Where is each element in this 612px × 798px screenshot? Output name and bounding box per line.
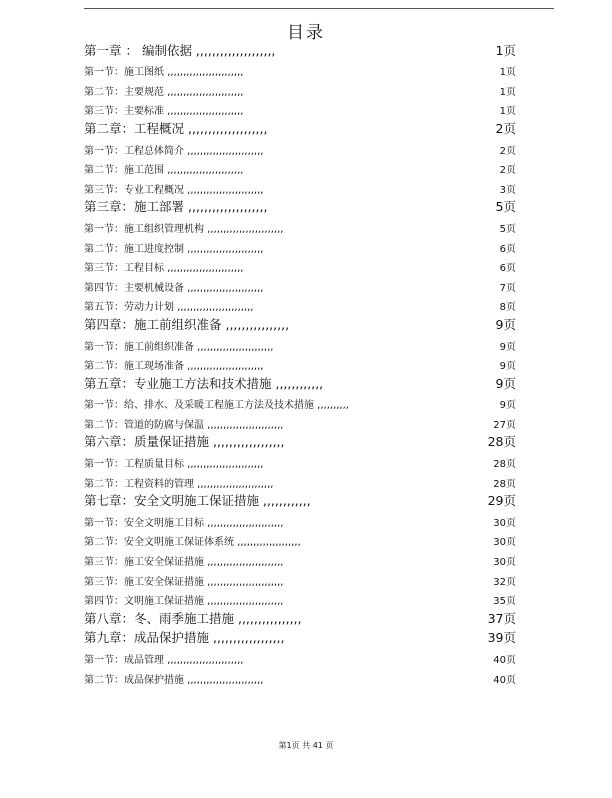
toc-entry-label: 第七章：安全文明施工保证措施 ,,,,,,,,,,,,	[84, 493, 311, 509]
toc-entry-page: 28页	[487, 434, 516, 450]
toc-entry-label: 第一节：工程质量目标 ,,,,,,,,,,,,,,,,,,,,,,,,	[84, 459, 264, 471]
toc-entry-label: 第九章：成品保护措施 ,,,,,,,,,,,,,,,,,,	[84, 630, 285, 646]
toc-section-entry	[84, 591, 516, 611]
toc-section-entry	[84, 512, 516, 532]
toc-entry-page: 9页	[499, 341, 516, 353]
toc-section-entry	[84, 218, 516, 238]
toc-section-entry	[84, 101, 516, 121]
toc-entry-label: 第二节：成品保护措施 ,,,,,,,,,,,,,,,,,,,,,,,,	[84, 674, 264, 686]
toc-entry-page: 30页	[493, 557, 516, 569]
toc-entry-label: 第四节：文明施工保证措施 ,,,,,,,,,,,,,,,,,,,,,,,,	[84, 596, 284, 608]
toc-section-entry	[84, 649, 516, 669]
toc-section-entry	[84, 473, 516, 493]
toc-section-entry	[84, 336, 516, 356]
page-footer: 第1页 共 41 页	[278, 741, 334, 750]
toc-entry-page: 5页	[499, 223, 516, 235]
toc-entry-label: 第三节：专业工程概况 ,,,,,,,,,,,,,,,,,,,,,,,,	[84, 184, 264, 196]
toc-entry-page: 37页	[487, 610, 516, 626]
toc-entry-page: 6页	[499, 243, 516, 255]
toc-entry-page: 32页	[493, 576, 516, 588]
toc-entry-page: 3页	[499, 184, 516, 196]
toc-entry-label: 第四章：施工前组织准备 ,,,,,,,,,,,,,,,,	[84, 316, 290, 332]
toc-section-entry	[84, 453, 516, 473]
toc-section-entry	[84, 395, 516, 415]
toc-section-entry	[84, 258, 516, 278]
toc-entry-page: 8页	[499, 302, 516, 314]
toc-entry-label: 第六章：质量保证措施 ,,,,,,,,,,,,,,,,,,	[84, 434, 285, 450]
toc-entry-page: 28页	[493, 459, 516, 471]
toc-entry-label: 第三节：工程目标 ,,,,,,,,,,,,,,,,,,,,,,,,	[84, 263, 244, 275]
toc-chapter-entry	[84, 610, 516, 630]
toc-entry-page: 1页	[499, 67, 516, 79]
toc-entry-label: 第三节：施工安全保证措施 ,,,,,,,,,,,,,,,,,,,,,,,,	[84, 557, 284, 569]
toc-entry-page: 2页	[499, 165, 516, 177]
toc-entry-label: 第三节：施工安全保证措施 ,,,,,,,,,,,,,,,,,,,,,,,,	[84, 576, 284, 588]
toc-entry-label: 第一节：安全文明施工目标 ,,,,,,,,,,,,,,,,,,,,,,,,	[84, 517, 284, 529]
toc-chapter-entry	[84, 434, 516, 454]
toc-entry-label: 第二节：工程资料的管理 ,,,,,,,,,,,,,,,,,,,,,,,,	[84, 478, 274, 490]
toc-entry-label: 第一节：成品管理 ,,,,,,,,,,,,,,,,,,,,,,,,	[84, 655, 244, 666]
toc-entry-page: 9页	[495, 316, 516, 332]
toc-entry-page: 6页	[499, 263, 516, 275]
toc-entry-label: 第八章：冬、雨季施工措施 ,,,,,,,,,,,,,,,,	[84, 610, 302, 626]
toc-section-entry	[84, 551, 516, 571]
toc-entry-label: 第一节：给、排水、及采暖工程施工方法及技术措施 ,,,,,,,,,,	[84, 400, 349, 412]
toc-chapter-entry	[84, 493, 516, 513]
toc-chapter-entry	[84, 199, 516, 219]
toc-entry-page: 35页	[493, 596, 516, 608]
toc-section-entry	[84, 356, 516, 376]
toc-section-entry	[84, 81, 516, 101]
toc-entry-page: 9页	[499, 361, 516, 373]
toc-section-entry	[84, 62, 516, 82]
toc-entry-label: 第五章：专业施工方法和技术措施 ,,,,,,,,,,,,	[84, 375, 324, 391]
toc-entry-label: 第一节：施工组织管理机构 ,,,,,,,,,,,,,,,,,,,,,,,,	[84, 223, 284, 235]
toc-chapter-entry	[84, 316, 516, 336]
toc-entry-page: 2页	[499, 145, 516, 157]
toc-entry-label: 第四节：主要机械设备 ,,,,,,,,,,,,,,,,,,,,,,,,	[84, 282, 264, 294]
toc-entry-page: 5页	[495, 199, 516, 215]
page-title: 目录	[287, 23, 325, 43]
toc-entry-page: 9页	[499, 400, 516, 412]
toc-section-entry	[84, 414, 516, 434]
toc-entry-label: 第一章 ： 编制依据 ,,,,,,,,,,,,,,,,,,,,	[84, 42, 276, 58]
toc-entry-label: 第二章：工程概况 ,,,,,,,,,,,,,,,,,,,,	[84, 120, 268, 136]
toc-chapter-entry	[84, 120, 516, 140]
toc-entry-page: 1页	[495, 42, 516, 58]
toc-entry-page: 28页	[493, 478, 516, 490]
toc-entry-page: 40页	[493, 655, 516, 666]
toc-chapter-entry	[84, 630, 516, 650]
toc-entry-label: 第一节：施工前组织准备 ,,,,,,,,,,,,,,,,,,,,,,,,	[84, 341, 274, 353]
toc-chapter-entry	[84, 42, 516, 62]
toc-section-entry	[84, 238, 516, 258]
toc-chapter-entry	[84, 375, 516, 395]
toc-entry-page: 2页	[495, 120, 516, 136]
toc-entry-label: 第一节：工程总体简介 ,,,,,,,,,,,,,,,,,,,,,,,,	[84, 145, 264, 157]
toc-entry-page: 9页	[495, 375, 516, 391]
toc-section-entry	[84, 160, 516, 180]
toc-entry-page: 1页	[499, 86, 516, 98]
toc-entry-page: 1页	[499, 106, 516, 118]
toc-entry-label: 第五节：劳动力计划 ,,,,,,,,,,,,,,,,,,,,,,,,	[84, 302, 254, 314]
toc-entry-page: 40页	[493, 674, 516, 686]
toc-entry-page: 29页	[487, 493, 516, 509]
header-rule	[84, 8, 554, 9]
toc-entry-page: 30页	[493, 517, 516, 529]
toc-section-entry	[84, 532, 516, 552]
toc-entry-page: 30页	[493, 537, 516, 549]
toc-section-entry	[84, 571, 516, 591]
toc-entry-label: 第二节：管道的防腐与保温 ,,,,,,,,,,,,,,,,,,,,,,,,	[84, 419, 284, 431]
toc-entry-label: 第一节：施工图纸 ,,,,,,,,,,,,,,,,,,,,,,,,	[84, 67, 244, 79]
toc-entry-label: 第三节：主要标准 ,,,,,,,,,,,,,,,,,,,,,,,,	[84, 106, 244, 118]
toc-section-entry	[84, 140, 516, 160]
toc-entry-label: 第二节：施工范围 ,,,,,,,,,,,,,,,,,,,,,,,,	[84, 165, 244, 177]
toc-entry-label: 第二节：施工现场准备 ,,,,,,,,,,,,,,,,,,,,,,,,	[84, 361, 264, 373]
toc-entry-label: 第三章：施工部署 ,,,,,,,,,,,,,,,,,,,,	[84, 199, 268, 215]
toc-section-entry	[84, 669, 516, 689]
toc-section-entry	[84, 179, 516, 199]
toc-entry-page: 7页	[499, 282, 516, 294]
toc-entry-page: 27页	[493, 419, 516, 431]
toc-section-entry	[84, 297, 516, 317]
toc-entry-label: 第二节：安全文明施工保证体系统 ,,,,,,,,,,,,,,,,,,,,	[84, 537, 301, 549]
toc-entry-label: 第二节：施工进度控制 ,,,,,,,,,,,,,,,,,,,,,,,,	[84, 243, 264, 255]
toc-entry-label: 第二节：主要规范 ,,,,,,,,,,,,,,,,,,,,,,,,	[84, 86, 244, 98]
table-of-contents	[84, 42, 516, 689]
toc-entry-page: 39页	[487, 630, 516, 646]
toc-section-entry	[84, 277, 516, 297]
